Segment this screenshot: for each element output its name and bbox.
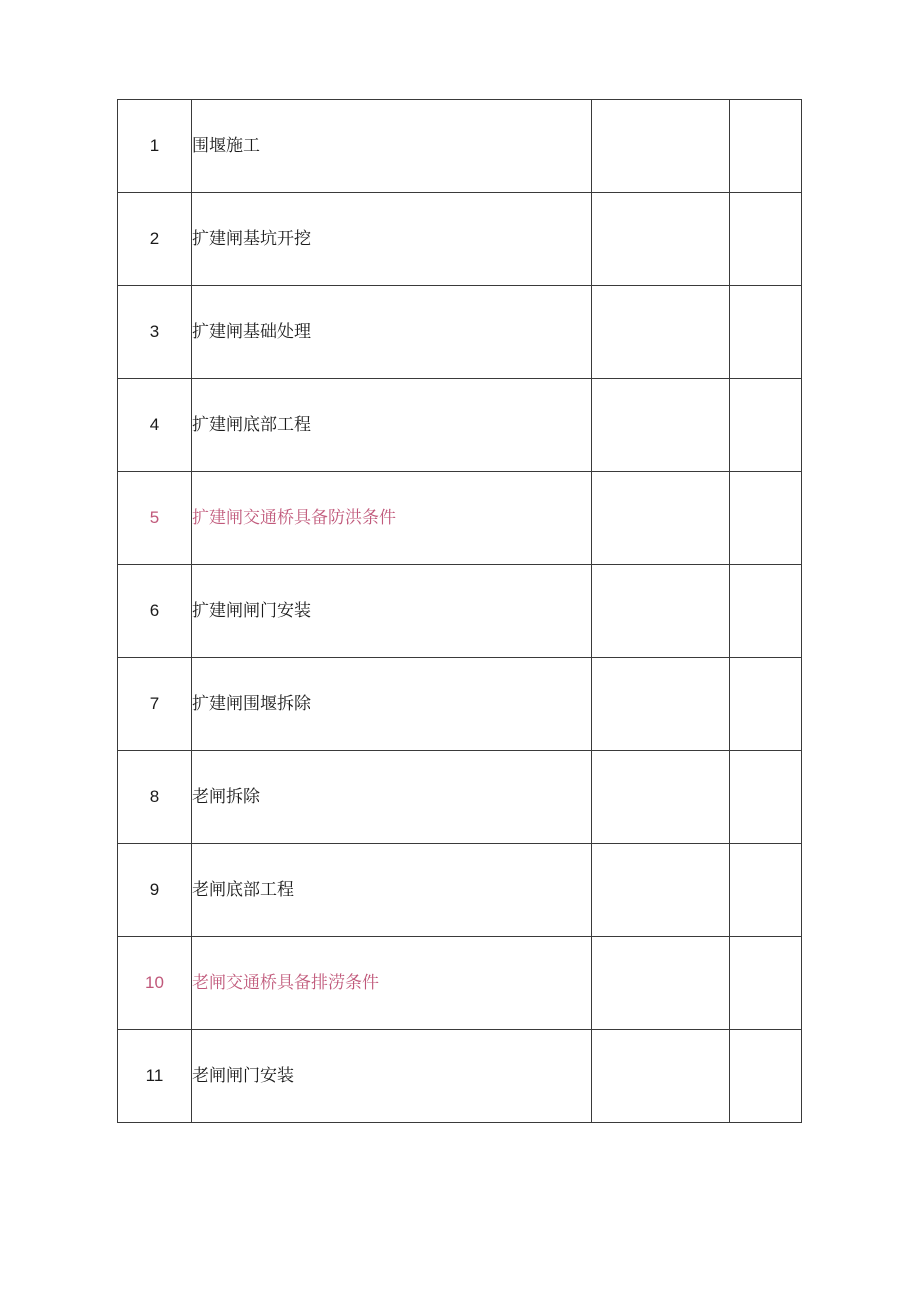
empty-cell <box>592 937 730 1030</box>
work-item: 围堰施工 <box>192 100 592 193</box>
table-row <box>118 379 802 472</box>
row-number: 7 <box>118 658 192 751</box>
empty-cell <box>592 193 730 286</box>
empty-cell <box>592 1030 730 1123</box>
work-item: 扩建闸围堰拆除 <box>192 658 592 751</box>
work-item: 扩建闸闸门安装 <box>192 565 592 658</box>
row-number: 11 <box>118 1030 192 1123</box>
work-item: 老闸拆除 <box>192 751 592 844</box>
table-row <box>118 1030 802 1123</box>
empty-cell <box>730 193 802 286</box>
row-number: 9 <box>118 844 192 937</box>
table-row <box>118 286 802 379</box>
empty-cell <box>592 751 730 844</box>
empty-cell <box>592 658 730 751</box>
empty-cell <box>592 844 730 937</box>
table-row <box>118 565 802 658</box>
work-item: 扩建闸底部工程 <box>192 379 592 472</box>
row-number: 2 <box>118 193 192 286</box>
empty-cell <box>730 937 802 1030</box>
milestone-item: 老闸交通桥具备排涝条件 <box>192 937 592 1030</box>
table-row <box>118 658 802 751</box>
milestone-row <box>118 472 802 565</box>
milestone-item: 扩建闸交通桥具备防洪条件 <box>192 472 592 565</box>
row-number: 3 <box>118 286 192 379</box>
empty-cell <box>592 565 730 658</box>
empty-cell <box>730 379 802 472</box>
work-item: 扩建闸基础处理 <box>192 286 592 379</box>
row-number: 1 <box>118 100 192 193</box>
work-item: 扩建闸基坑开挖 <box>192 193 592 286</box>
row-number: 8 <box>118 751 192 844</box>
empty-cell <box>730 472 802 565</box>
empty-cell <box>730 751 802 844</box>
construction-schedule-table <box>117 99 802 1123</box>
empty-cell <box>730 658 802 751</box>
table-row <box>118 751 802 844</box>
row-number: 5 <box>118 472 192 565</box>
work-item: 老闸闸门安装 <box>192 1030 592 1123</box>
empty-cell <box>730 286 802 379</box>
empty-cell <box>730 844 802 937</box>
empty-cell <box>730 100 802 193</box>
empty-cell <box>730 565 802 658</box>
table-row <box>118 100 802 193</box>
row-number: 10 <box>118 937 192 1030</box>
empty-cell <box>592 379 730 472</box>
work-item: 老闸底部工程 <box>192 844 592 937</box>
row-number: 4 <box>118 379 192 472</box>
empty-cell <box>592 100 730 193</box>
empty-cell <box>592 472 730 565</box>
empty-cell <box>730 1030 802 1123</box>
empty-cell <box>592 286 730 379</box>
row-number: 6 <box>118 565 192 658</box>
milestone-row <box>118 937 802 1030</box>
table-row <box>118 193 802 286</box>
table-row <box>118 844 802 937</box>
